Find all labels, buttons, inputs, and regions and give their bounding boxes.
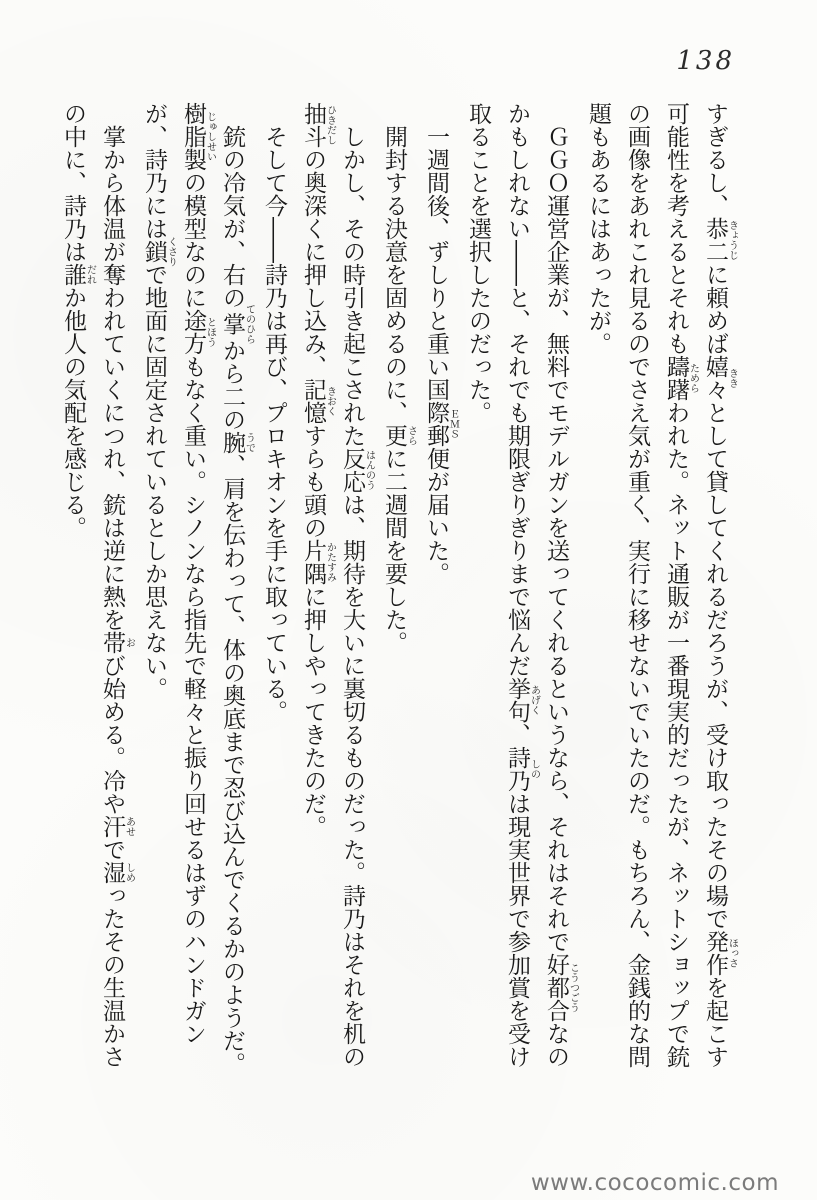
ruby-annotated-word: 記憶きおく xyxy=(300,378,336,424)
paragraph: 銃の冷気が、右の掌てのひらから二の腕うで、肩を伝わって、体の奥底まで忍び込んでくるかのようだ。樹脂製じゅしせいの模型なのに途方とほうもなく重い。シノンなら指先で軽々と振り回せるはずのハンドガンが、詩乃には鎖くさりで地面に固定されているとしか思えない。 xyxy=(141,102,255,1075)
paragraph: ＧＧＯ運営企業が、無料でモデルガンを送ってくれるというなら、それはそれで好都合こうつごうなのかもしれない――と、それでも期限ぎりぎりまで悩んだ挙句あげく、詩乃しのは現実世界で参加賞を受け取ることを選択したのだった。 xyxy=(465,102,579,1068)
ruby-annotated-word: 汗あせ xyxy=(99,815,135,838)
ruby-annotated-word: 掌てのひら xyxy=(219,304,255,344)
paragraph: すぎるし、恭二きょうじに頼めば嬉々ききとして貸してくれるだろうが、受け取ったその場で発作ほっさを起こす可能性を考えるとそれも躊躇ためらわれた。ネット通販が一番現実的だったが、ネットショップで銃の画像をあれこれ見るのでさえ気が重く、実行に移せないでいたのだ。もちろん、金銭的な問題もあるにはあったが。 xyxy=(585,102,738,1068)
ruby-annotated-word: 誰だれ xyxy=(60,263,96,286)
ruby-annotated-word: 挙句あげく xyxy=(504,677,540,723)
ruby-annotated-word: 樹脂製じゅしせい xyxy=(180,102,216,171)
paragraph: そして今――詩乃は再び、プロキオンを手に取っている。 xyxy=(261,102,287,723)
ruby-annotated-word: 好都合こうつごう xyxy=(543,953,579,1022)
ruby-annotated-word: 国際郵便ＥＭＳ xyxy=(423,378,459,470)
ruby-annotated-word: 片隅かたすみ xyxy=(300,539,336,585)
ruby-annotated-word: 帯お xyxy=(99,631,135,654)
ruby-annotated-word: 恭二きょうじ xyxy=(702,217,738,263)
ruby-annotated-word: 腕うで xyxy=(219,431,255,454)
ruby-annotated-word: 更さら xyxy=(381,424,417,447)
watermark: www.cococomic.com xyxy=(530,1170,779,1196)
ruby-annotated-word: 躊躇ためら xyxy=(663,355,699,401)
ruby-annotated-word: 途方とほう xyxy=(180,309,216,355)
novel-text xyxy=(53,102,737,1077)
ruby-annotated-word: 抽斗ひきだし xyxy=(300,102,336,148)
ruby-annotated-word: 反応はんのう xyxy=(339,447,375,493)
ruby-annotated-word: 詩乃しの xyxy=(504,746,540,792)
paragraph: 開封する決意を固めるのに、更さらに二週間を要した。 xyxy=(381,102,417,654)
ruby-annotated-word: 嬉々きき xyxy=(702,355,738,401)
paragraph: しかし、その時引き起こされた反応はんのうは、期待を大いに裏切るものだった。詩乃はそれを机の抽斗ひきだしの奥深くに押し込み、記憶きおくすらも頭の片隅かたすみに押しやってきたのだ。 xyxy=(300,102,375,1068)
ruby-annotated-word: 鎖くさり xyxy=(141,236,177,267)
ruby-annotated-word: 発作ほっさ xyxy=(702,930,738,976)
page-number: 138 xyxy=(676,46,735,76)
paragraph: 一週間後、ずしりと重い国際郵便ＥＭＳが届いた。 xyxy=(423,102,459,585)
paragraph: 掌から体温が奪われていくにつれ、銃は逆に熱を帯おび始める。冷や汗あせで湿しめったその生温かさの中に、詩乃は誰だれか他人の気配を感じる。 xyxy=(60,102,135,1068)
ruby-annotated-word: 湿しめ xyxy=(99,861,135,884)
